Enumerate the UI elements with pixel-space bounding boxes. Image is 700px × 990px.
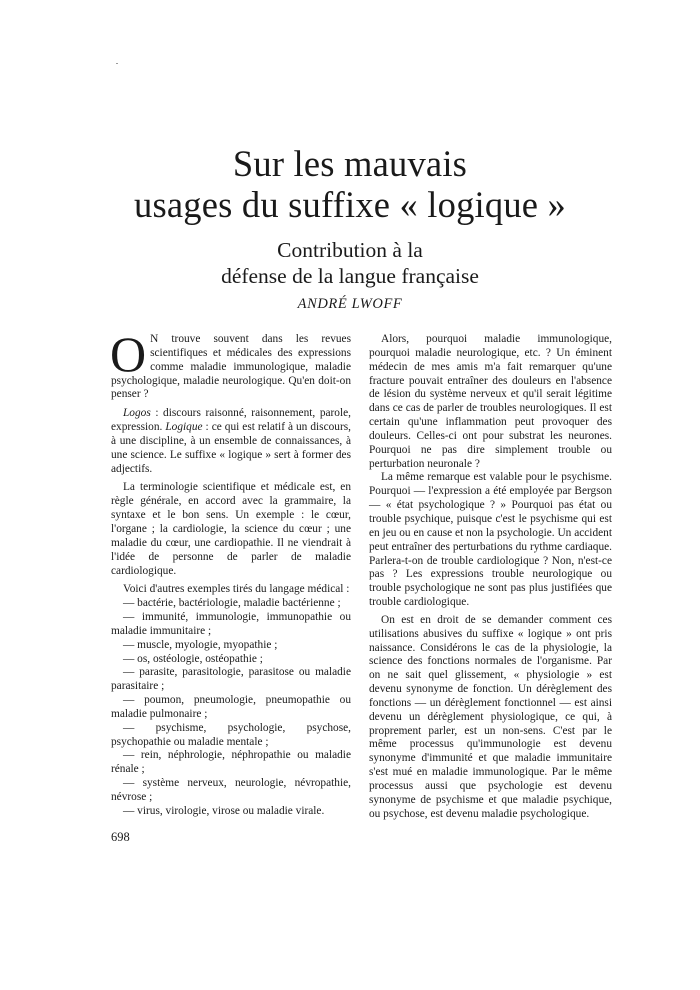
- right-column: [369, 333, 612, 822]
- subtitle-line-2: défense de la langue française: [221, 264, 479, 288]
- term-logos: Logos: [123, 407, 151, 420]
- title-line-1: Sur les mauvais: [232, 143, 468, 184]
- list-item: — os, ostéologie, ostéopathie ;: [123, 652, 263, 665]
- list-item: — virus, virologie, virose ou maladie virale.: [123, 804, 325, 817]
- intro-paragraph: [110, 326, 351, 402]
- print-speck: [116, 63, 118, 64]
- list-item: — parasite, parasitologie, parasitose ou maladie parasitaire ;: [111, 666, 351, 693]
- examples-intro: Voici d'autres exemples tirés du langage médical :: [123, 583, 350, 596]
- paragraph-alors: Alors, pourquoi maladie immunologique, pourquoi maladie neurologique, etc. ? Un éminent médecin de mes amis m'a fait remarquer qu'une fracture pouvait entraîner des douleurs en l'absence de lésion du système nerveux et qu'il serait légitime dans ce cas de parler de troubles neurologiques. Il est certain qu'une inflammation peut provoquer des douleurs. Celles-ci ont pour substrat les neurones. Pourquoi ne pas dire simplement trouble ou perturbation neuronale ?: [369, 333, 612, 470]
- list-item: — système nerveux, neurologie, névropathie, névrose ;: [111, 777, 351, 803]
- list-item: — psychisme, psychologie, psychose, psychopathie ou maladie mentale ;: [111, 721, 351, 748]
- list-item: — immunité, immunologie, immunopathie ou maladie immunitaire ;: [111, 611, 351, 637]
- definition-text-1: : discours raisonné, raisonnement, parole, expression.: [111, 407, 351, 434]
- paragraph-origine: On est en droit de se demander comment ces utilisations abusives du suffixe « logique » ont pris naissance. Considérons le cas de la physiologie, la science des fonctions normales de l'organisme. Par on ne sait quel glissement, « physiologie » est devenu synonyme de fonction. Un dérèglement des fonctions — un dérèglement fonctionnel — est ainsi devenu un dérèglement physiologique, ce qui, à proprement parler, est un non-sens. C'est par le même processus qu'immunologie est devenu synonyme d'immunité et que maladie immunitaire s'est mué en maladie immunologique. Par le même processus aussi que psychologie est devenu synonyme de psychisme et que maladie psychique, ou psychose, est devenu maladie psychologique.: [369, 613, 612, 820]
- title-line-2: usages du suffixe « logique »: [134, 184, 566, 225]
- page-number: 698: [111, 830, 130, 844]
- list-item: — poumon, pneumologie, pneumopathie ou maladie pulmonaire ;: [111, 694, 351, 720]
- left-column: [110, 326, 352, 819]
- drop-cap: O: [110, 326, 147, 382]
- paragraph-psychisme: La même remarque est valable pour le psychisme. Pourquoi — l'expression a été employée par Bergson — « état psychologique ? » Pourquoi pas état ou trouble psychique, puisque c'est le psychisme qui est en jeu ou en cause et non la psychologie. Un accident peut entraîner des perturbations du rythme cardiaque. Parlera-t-on de trouble cardiologique ? Non, n'est-ce pas ? Les expressions trouble neurologique ou trouble psychologique ne sont pas plus justifiées que trouble cardiologique.: [369, 471, 612, 609]
- article-subtitle: [0, 237, 700, 289]
- terminology-paragraph: La terminologie scientifique et médicale est, en règle générale, en accord avec la grammaire, la syntaxe et le bon sens. Un exemple : le cœur, l'organe ; la cardiologie, la science du cœur ; une maladie du cœur, une cardiopathie. Il ne viendrait à l'idée de personne de parler de maladie cardiologique.: [111, 481, 351, 577]
- list-item: — rein, néphrologie, néphropathie ou maladie rénale ;: [111, 749, 351, 776]
- article-title: [0, 143, 700, 225]
- author-name: ANDRÉ LWOFF: [297, 296, 403, 312]
- intro-text: N trouve souvent dans les revues scientifiques et médicales des expressions comme maladie immunologique, maladie psychologique, maladie neurologique. Qu'en doit-on penser ?: [111, 333, 351, 401]
- subtitle-line-1: Contribution à la: [277, 238, 423, 262]
- list-item: — muscle, myologie, myopathie ;: [123, 638, 278, 651]
- list-item: — bactérie, bactériologie, maladie bactérienne ;: [123, 597, 341, 610]
- definition-text-2: : ce qui est relatif à un discours, à une discipline, à un ensemble de connaissances, à une science. Le suffixe « logique » sert à former des adjectifs.: [111, 421, 352, 475]
- term-logique: Logique: [165, 421, 203, 434]
- definition-paragraph: [111, 407, 351, 476]
